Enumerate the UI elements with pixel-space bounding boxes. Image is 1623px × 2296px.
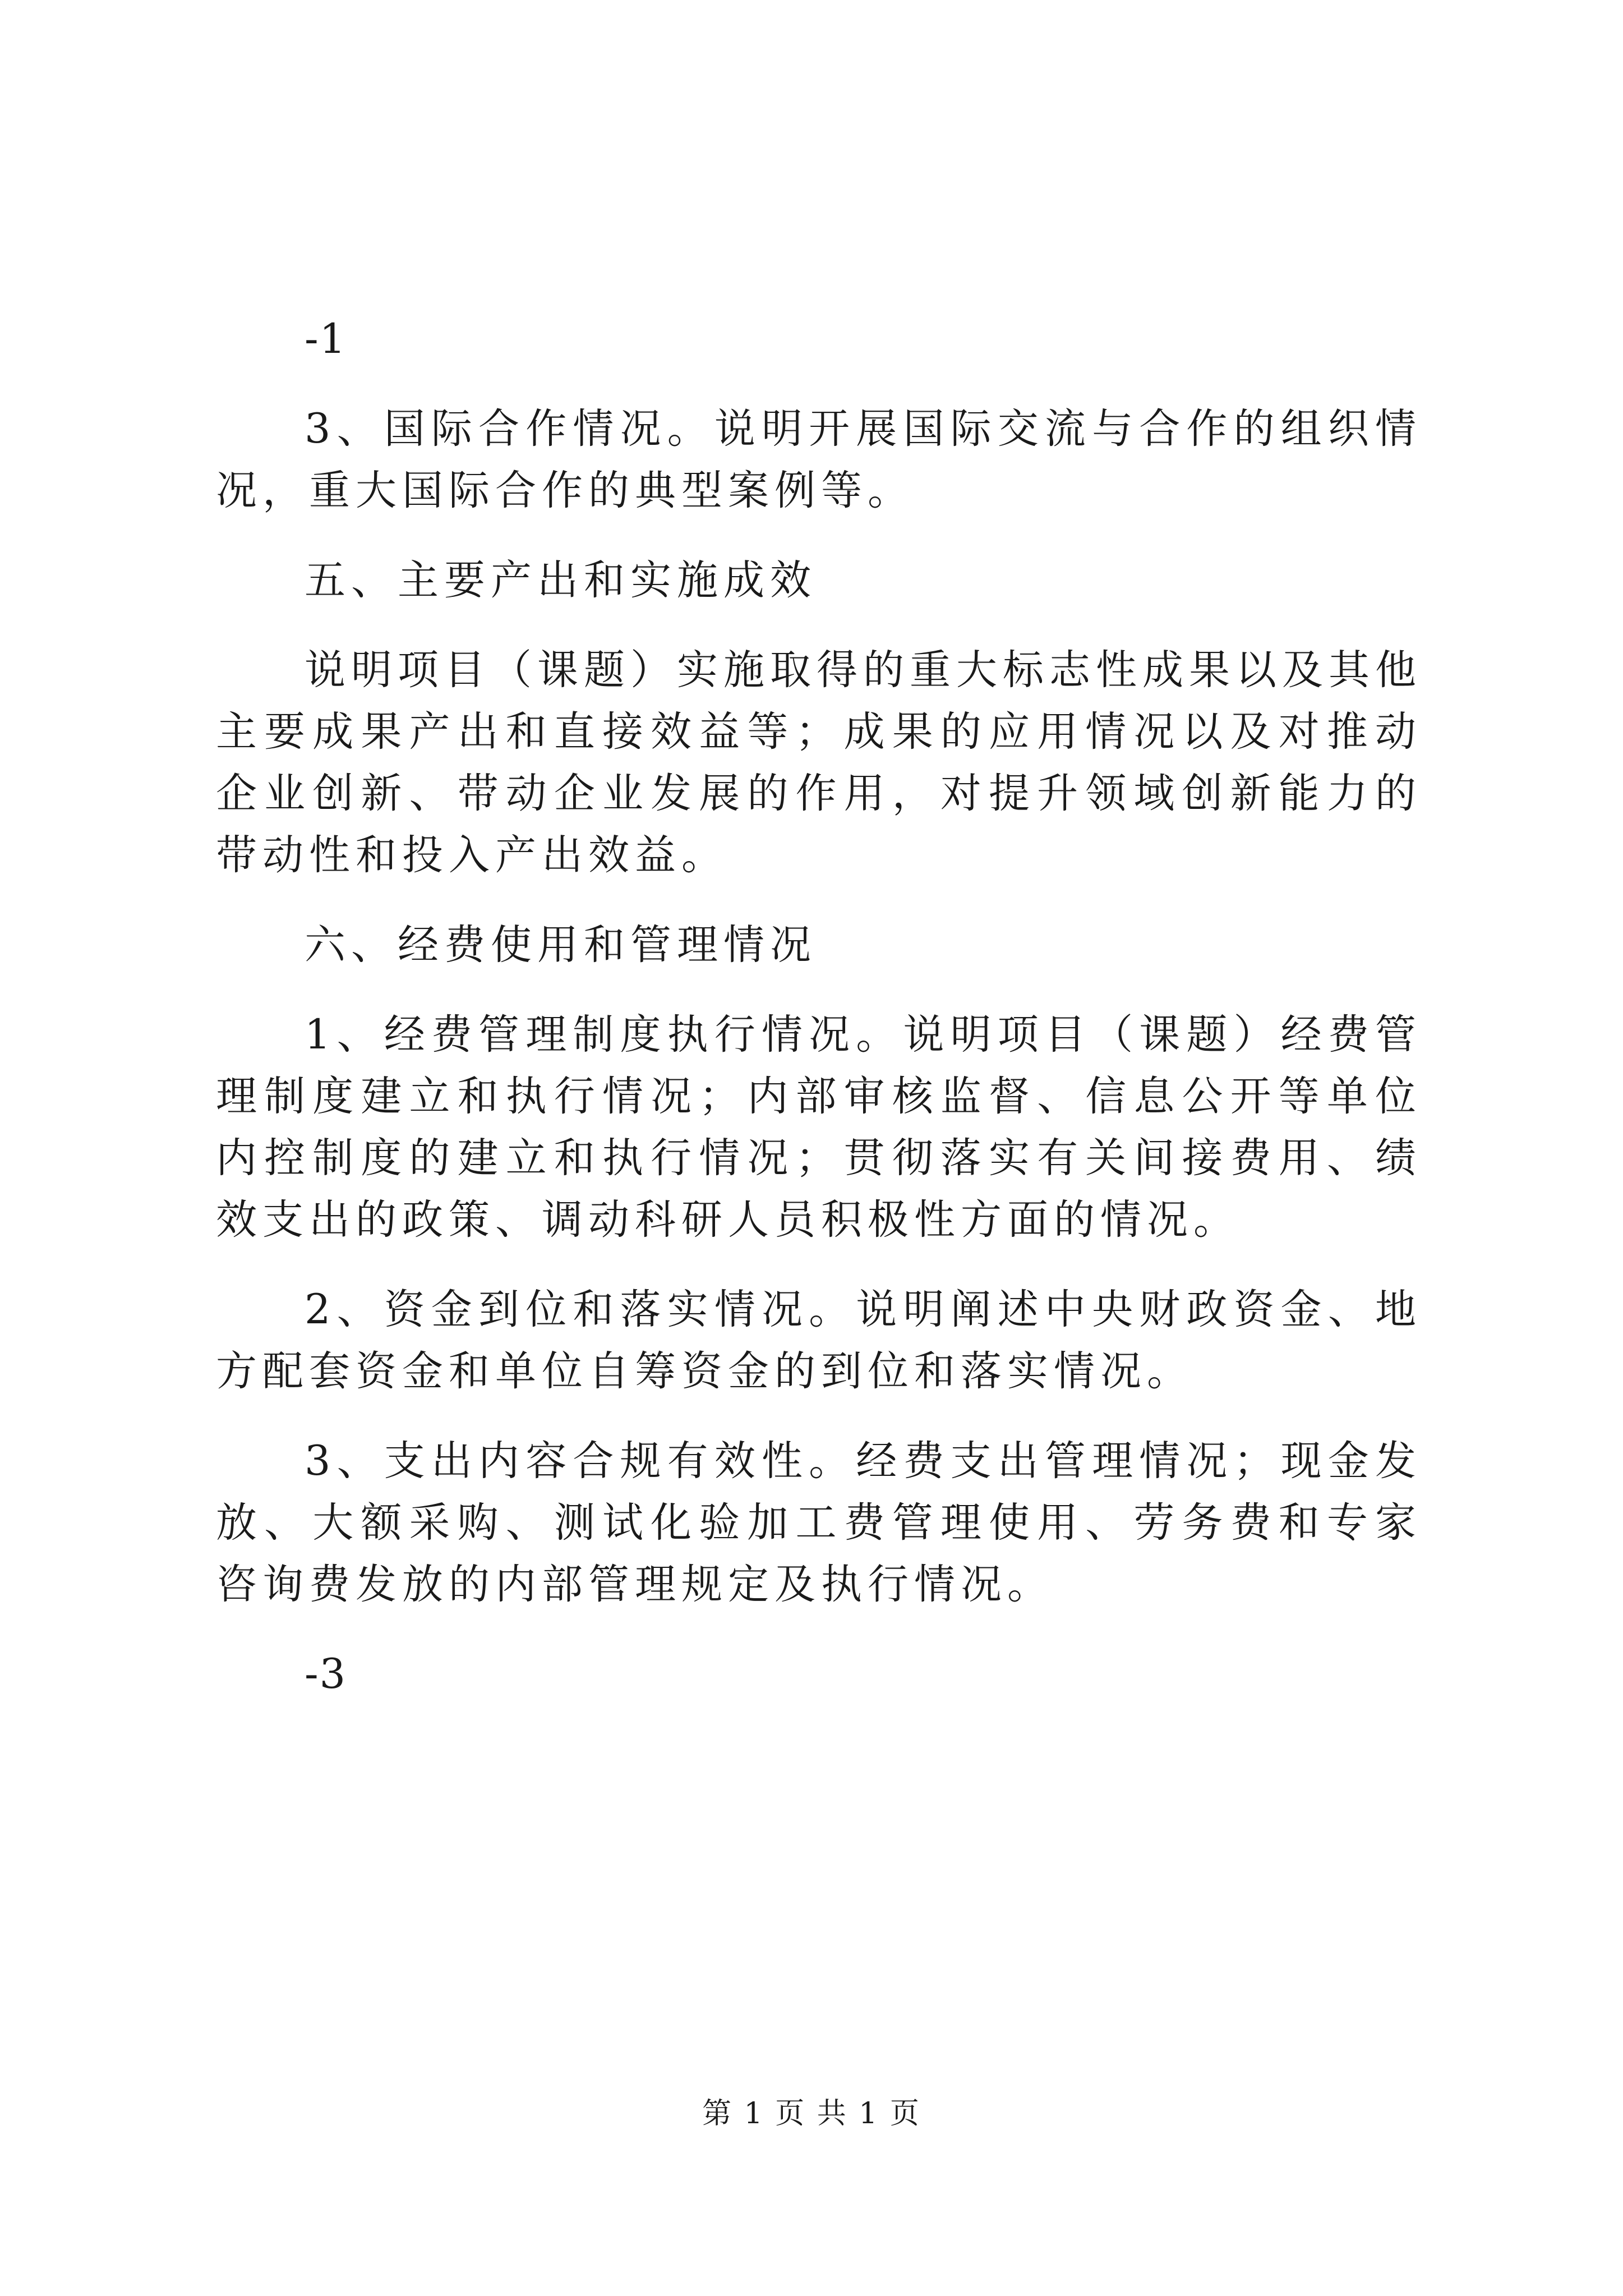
paragraph-outputs: 说明项目（课题）实施取得的重大标志性成果以及其他主要成果产出和直接效益等；成果的应用情况以及对推动企业创新、带动企业发展的作用，对提升领域创新能力的带动性和投入产出效益。 xyxy=(216,646,1422,879)
page-marker-top: -1 xyxy=(305,315,347,363)
paragraph-funding-arrival: 2、资金到位和落实情况。说明阐述中央财政资金、地方配套资金和单位自筹资金的到位和落实情况。 xyxy=(216,1286,1422,1395)
section-heading-funding: 六、经费使用和管理情况 xyxy=(305,921,817,969)
document-body xyxy=(216,309,1422,1705)
section-heading-outputs: 五、主要产出和实施成效 xyxy=(305,556,817,604)
page-marker-bottom: -3 xyxy=(305,1650,347,1698)
paragraph-international-cooperation: 3、国际合作情况。说明开展国际交流与合作的组织情况，重大国际合作的典型案例等。 xyxy=(216,405,1422,514)
paragraph-expenditure-compliance: 3、支出内容合规有效性。经费支出管理情况；现金发放、大额采购、测试化验加工费管理使用、劳务费和专家咨询费发放的内部管理规定及执行情况。 xyxy=(216,1437,1422,1608)
page-footer: 第 1 页 共 1 页 xyxy=(702,2097,921,2131)
paragraph-funding-rules: 1、经费管理制度执行情况。说明项目（课题）经费管理制度建立和执行情况；内部审核监督、信息公开等单位内控制度的建立和执行情况；贯彻落实有关间接费用、绩效支出的政策、调动科研人员积极性方面的情况。 xyxy=(216,1011,1422,1244)
